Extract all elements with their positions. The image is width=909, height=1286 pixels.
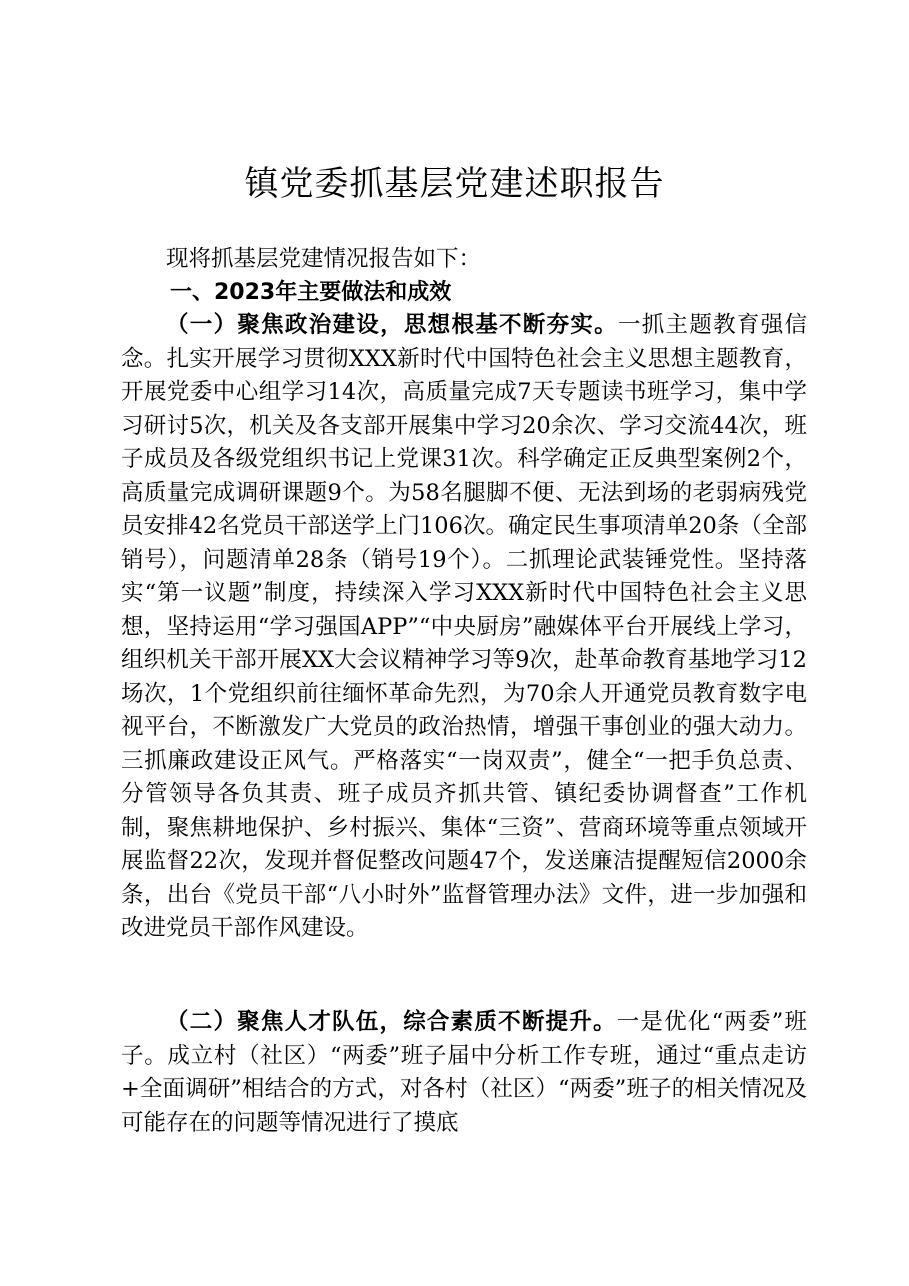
paragraph-2-text: 一是优化“两委”班子。成立村（社区）“两委”班子届中分析工作专班，通过“重点走访+全面调研”相结合的方式，对各村（社区）“两委”班子的相关情况及可能存在的问题等情况进行了摸底 [121, 1009, 807, 1136]
section-heading: 一、2023年主要做法和成效 [170, 280, 452, 305]
paragraph-1-lead: （一）聚焦政治建设，思想根基不断夯实。 [166, 312, 618, 338]
paragraph-1 [121, 309, 807, 946]
paragraph-talent-team [121, 1006, 807, 1140]
paragraph-1-text: 一抓主题教育强信念。扎实开展学习贯彻XXX新时代中国特色社会主义思想主题教育，开展党委中心组学习14次，高质量完成7天专题读书班学习，集中学习研讨5次，机关及各支部开展集中学习20余次、学习交流44次，班子成员及各级党组织书记上党课31次。科学确定正反典型案例2个，高质量完成调研课题9个。为58名腿脚不便、无法到场的老弱病残党员安排42名党员干部送学上门106次。确定民生事项清单20条（全部销号），问题清单28条（销号19个）。二抓理论武装锤党性。坚持落实“第一议题”制度，持续深入学习XXX新时代中国特色社会主义思想，坚持运用“学习强国APP”“中央厨房”融媒体平台开展线上学习，组织机关干部开展XX大会议精神学习等9次，赴革命教育基地学习12场次，1个党组织前往缅怀革命先烈，为70余人开通党员教育数字电视平台，不断激发广大党员的政治热情，增强干事创业的强大动力。三抓廉政建设正风气。严格落实“一岗双责”，健全“一把手负总责、分管领导各负其责、班子成员齐抓共管、镇纪委协调督查”工作机制，聚焦耕地保护、乡村振兴、集体“三资”、营商环境等重点领域开展监督22次，发现并督促整改问题47个，发送廉洁提醒短信2000余条，出台《党员干部“八小时外”监督管理办法》文件，进一步加强和改进党员干部作风建设。 [121, 312, 807, 941]
intro-paragraph [121, 243, 807, 277]
paragraph-political-building [121, 309, 807, 946]
paragraph-2-lead: （二）聚焦人才队伍，综合素质不断提升。 [166, 1009, 617, 1035]
intro-text: 现将抓基层党建情况报告如下： [166, 246, 482, 272]
paragraph-2 [121, 1006, 807, 1140]
document-title: 镇党委抓基层党建述职报告 [244, 164, 665, 204]
